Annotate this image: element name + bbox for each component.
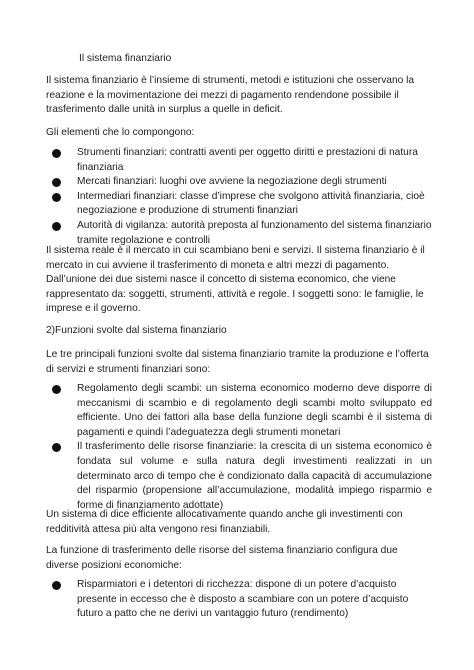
list-item: Mercati finanziari: luoghi ove avviene la negoziazione degli strumenti [52, 175, 432, 190]
section-title: 2)Funzioni svolte dal sistema finanziario [46, 325, 227, 336]
bullet-icon [52, 193, 61, 202]
transfer-intro: La funzione di trasferimento delle risorse del sistema finanziario configura due diverse posizioni economiche: [46, 545, 398, 571]
list-item: Risparmiatori e i detentori di ricchezza: dispone di un potere d’acquisto presente in eccesso che è disposto a scambiare con un potere d’acquisto futuro a patto che ne derivi un vantaggio futuro (rendimento) [52, 578, 432, 622]
bullet-icon [52, 222, 61, 231]
positions-list [52, 578, 432, 622]
bullet-icon [52, 443, 61, 452]
section-title: Il sistema finanziario [79, 53, 172, 64]
efficiency-paragraph: Un sistema di dice efficiente allocativamente quando anche gli investimenti con redditività attesa più alta vengono resi finanziabili. [46, 509, 403, 535]
list-item: Autorità di vigilanza: autorità preposta al funzionamento del sistema finanziario tramite regolazione e controlli [52, 219, 432, 248]
bullet-icon [52, 149, 61, 158]
functions-intro: Le tre principali funzioni svolte dal sistema finanziario tramite la produzione e l’offerta di servizi e strumenti finanziari sono: [46, 349, 429, 375]
list-item: Regolamento degli scambi: un sistema economico moderno deve disporre di meccanismi di scambio e di regolamento degli scambi molto sviluppato ed efficiente. Uno dei fattori alla base della funzione degli scambi è il sistema di pagamenti e quindi l’adeguatezza degli strumenti monetari [52, 382, 432, 440]
elements-intro: Gli elementi che lo compongono: [46, 127, 195, 138]
functions-list [52, 382, 432, 513]
list-item: Il trasferimento delle risorse finanziarie: la crescita di un sistema economico è fondata sul volume e sulla natura degli investimenti realizzati in un determinato arco di tempo che è condizionato dalla capacità di accumulazione del risparmio (propensione all’accumulazione, modalità impiego risparmio e forme di finanziamento adottate) [52, 440, 432, 513]
bullet-icon [52, 178, 61, 187]
closing-paragraph: Il sistema reale è il mercato in cui scambiano beni e servizi. Il sistema finanziario è il mercato in cui avviene il trasferimento di moneta e altri mezzi di pagamento. Dall’unione dei due sistemi nasce il concetto di sistema economico, che viene rappresentato da: soggetti, strumenti, attività e regole. I soggetti sono: le famiglie, le imprese e il governo. [46, 245, 425, 315]
bullet-icon [52, 385, 61, 394]
list-item: Strumenti finanziari: contratti aventi per oggetto diritti e prestazioni di natura finanziaria [52, 146, 432, 175]
intro-paragraph: Il sistema finanziario è l’insieme di strumenti, metodi e istituzioni che osservano la reazione e la movimentazione dei mezzi di pagamento rendendone possibile il trasferimento dalle unità in surplus a quelle in deficit. [46, 75, 415, 116]
elements-list [52, 146, 432, 248]
list-item: Intermediari finanziari: classe d’imprese che svolgono attività finanziaria, cioè negoziazione e produzione di strumenti finanziari [52, 190, 432, 219]
bullet-icon [52, 581, 61, 590]
